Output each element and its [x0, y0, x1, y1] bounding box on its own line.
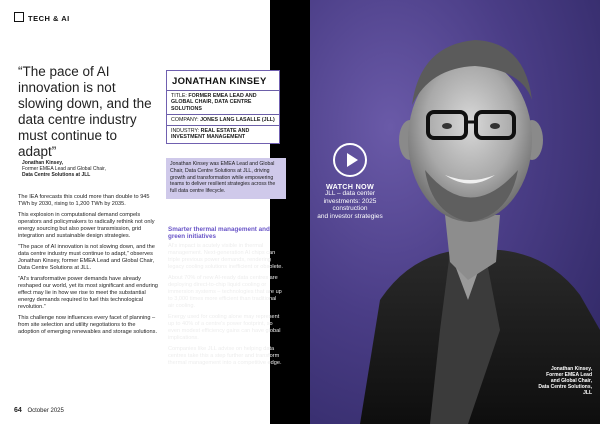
paragraph: About 70% of new AI-ready data centres are deploying direct-to-chip liquid cooling or immersion systems – technologies that are up to 3,000 times more efficient than traditional air cooling.: [168, 274, 282, 310]
video-line: construction: [332, 205, 368, 213]
profile-title-value: FORMER EMEA LEAD AND GLOBAL CHAIR, DATA CENTRE SOLUTIONS: [171, 93, 257, 112]
paragraph: This challenge now influences every facet of planning – from site selection and utility negotiations to the adoption of emerging renewables and storage solutions.: [18, 314, 158, 335]
caption-line: Jonathan Kinsey,: [550, 366, 592, 372]
section-label: TECH & AI: [14, 12, 70, 23]
profile-company-key: COMPANY:: [171, 116, 199, 123]
caption-line: Data Centre Solutions,: [538, 384, 592, 390]
page-footer: [14, 407, 64, 414]
paragraph: Companies like JLL advise on helping data centres take this a step further and transform thermal management into a competitive edge.: [168, 346, 282, 367]
profile-industry-value: REAL ESTATE AND INVESTMENT MANAGEMENT: [171, 128, 250, 141]
video-line: and investor strategies: [317, 212, 383, 220]
body-column-2: [168, 243, 283, 371]
profile-name: JONATHAN KINSEY: [172, 76, 267, 87]
attribution-name: Jonathan Kinsey,: [22, 160, 64, 166]
issue-date: October 2025: [27, 408, 64, 414]
caption-line: JLL: [583, 390, 592, 396]
caption-line: and Global Chair,: [550, 378, 592, 384]
profile-company-row: [167, 114, 279, 125]
profile-description: Jonathan Kinsey was EMEA Lead and Global Chair, Data Centre Solutions at JLL, driving growth and transformation while empowering teams to deliver resilient strategies across the full data centre lifecycle.: [166, 158, 286, 199]
section-subhead: Smarter thermal management and green initiatives: [168, 226, 270, 241]
profile-company-value: JONES LANG LASALLE (JLL): [200, 116, 275, 123]
video-link[interactable]: [300, 183, 400, 220]
profile-title-row: [167, 90, 279, 114]
play-icon: [335, 145, 365, 175]
page-number: 64: [14, 407, 22, 414]
profile-box: [166, 70, 280, 144]
paragraph: AI's impact is acutely visible in thermal management. Next-generation AI chips can triple previous power demands, rendering legacy cooling solutions inefficient or obsolete.: [168, 243, 283, 271]
paragraph: This explosion in computational demand compels operators and policymakers to radically rethink not only energy sourcing but also power transmission, grid integration and sustainable design strategies.: [18, 211, 155, 240]
profile-industry-row: [167, 125, 279, 143]
video-line: investments: 2025: [323, 197, 377, 205]
video-title: WATCH NOW: [325, 182, 375, 191]
attribution-org: Data Centre Solutions at JLL: [22, 172, 91, 178]
profile-industry-key: INDUSTRY:: [171, 128, 200, 135]
attribution-role: Former EMEA Lead and Global Chair,: [22, 166, 106, 172]
caption-line: Former EMEA Lead: [546, 372, 592, 378]
paragraph: Energy used for cooling alone may represent up to 40% of a centre's power footprint, so even modest efficiency gains can have global implications.: [168, 314, 281, 342]
play-video-button[interactable]: [333, 143, 367, 177]
pull-quote-attribution: [22, 160, 142, 178]
profile-title-key: TITLE:: [171, 93, 187, 99]
paragraph: “AI's transformative power demands have already reshaped our world, yet its most significant and enduring effect may lie in how we rise to meet the substantial energy demands required to fuel this technological revolution.”: [18, 275, 158, 311]
video-line: JLL – data center: [325, 190, 375, 198]
photo-caption: [512, 366, 592, 396]
body-column-1: [18, 194, 158, 340]
paragraph: The IEA forecasts this could more than double to 945 TWh by 2030, rising to 1,200 TWh by 2035.: [18, 194, 150, 208]
pull-quote: “The pace of AI innovation is not slowing down, and the data centre industry must continue to adapt”: [18, 64, 152, 159]
paragraph: “The pace of AI innovation is not slowing down, and the data centre industry must continue to adapt,” observes Jonathan Kinsey, former EMEA Lead and Global Chair, Data Centre Solutions at JLL.: [18, 243, 155, 272]
